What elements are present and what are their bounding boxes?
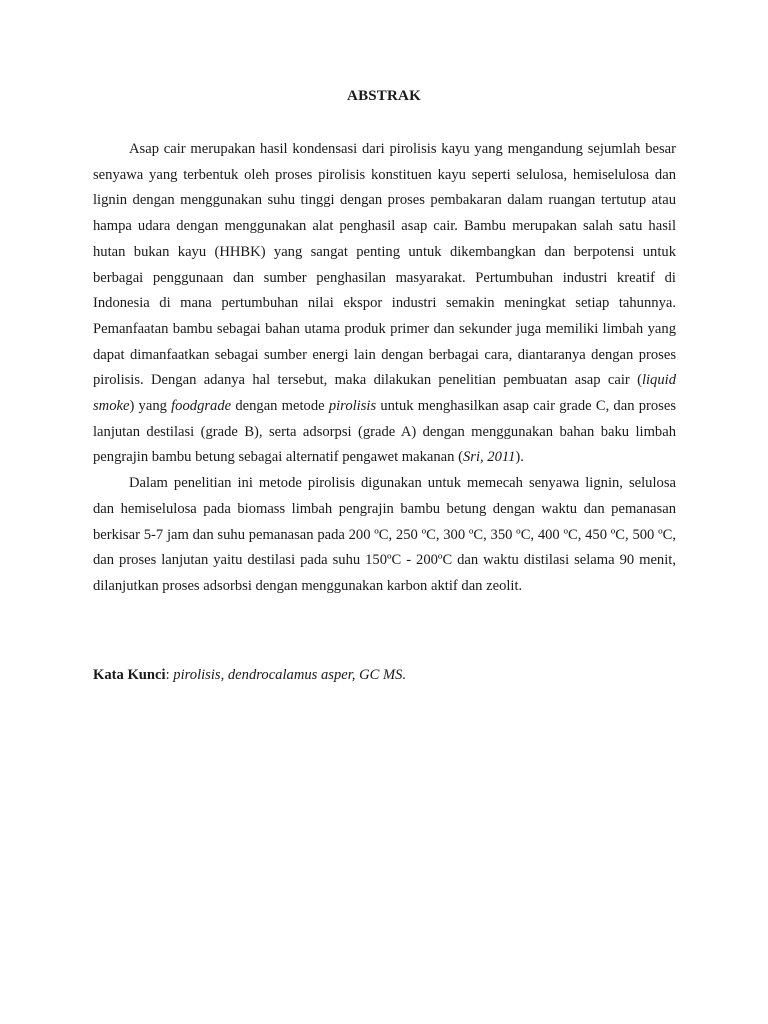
- term-pirolisis: pirolisis: [328, 398, 377, 415]
- abstract-paragraph-1: [93, 137, 676, 471]
- abstract-body: [93, 137, 676, 600]
- paragraph-1-text-b: ) yang: [129, 398, 172, 415]
- term-foodgrade: foodgrade: [171, 398, 232, 415]
- keywords-values: pirolisis, dendrocalamus asper, GC MS.: [173, 667, 407, 683]
- keywords-line: [93, 664, 676, 686]
- abstract-title: ABSTRAK: [347, 88, 421, 104]
- term-liquid-smoke: liquid smoke: [93, 372, 676, 415]
- citation-sri-2011: Sri, 2011: [462, 449, 516, 466]
- paragraph-1-text-c: dengan metode: [231, 398, 329, 415]
- paragraph-1-text-a: Asap cair merupakan hasil kondensasi dari pirolisis kayu yang mengandung sejumlah besar senyawa yang terbentuk oleh proses pirolisis konstituen kayu seperti selulosa, hemiselulosa dan lignin dengan menggunakan suhu tinggi dengan proses pembakaran dalam ruangan tertutup atau hampa udara dengan menggunakan alat penghasil asap cair. Bambu merupakan salah satu hasil hutan bukan kayu (HHBK) yang sangat penting untuk dikembangkan dan berpotensi untuk berbagai penggunaan dan sumber penghasilan masyarakat. Pertumbuhan industri kreatif di Indonesia di mana pertumbuhan nilai ekspor industri semakin meningkat setiap tahunnya. Pemanfaatan bambu sebagai bahan utama produk primer dan sekunder juga memiliki limbah yang dapat dimanfaatkan sebagai sumber energi lain dengan berbagai cara, diantaranya dengan proses pirolisis. Dengan adanya hal tersebut, maka dilakukan penelitian pembuatan asap cair (: [93, 141, 676, 389]
- keywords-label: Kata Kunci: [93, 667, 166, 683]
- paragraph-1-text-e: ).: [515, 449, 524, 466]
- paragraph-1-text-d: untuk menghasilkan asap cair grade C, dan proses lanjutan destilasi (grade B), serta adsorpsi (grade A) dengan menggunakan bahan baku limbah pengrajin bambu betung sebagai alternatif pengawet makanan (: [93, 398, 676, 466]
- abstract-paragraph-2: Dalam penelitian ini metode pirolisis digunakan untuk memecah senyawa lignin, selulosa dan hemiselulosa pada biomass limbah pengrajin bambu betung dengan waktu dan pemanasan berkisar 5-7 jam dan suhu pemanasan pada 200 ºC, 250 ºC, 300 ºC, 350 ºC, 400 ºC, 450 ºC, 500 ºC, dan proses lanjutan yaitu destilasi pada suhu 150ºC - 200ºC dan waktu distilasi selama 90 menit, dilanjutkan proses adsorbsi dengan menggunakan karbon aktif dan zeolit.: [93, 475, 676, 594]
- keywords-separator: :: [165, 667, 174, 683]
